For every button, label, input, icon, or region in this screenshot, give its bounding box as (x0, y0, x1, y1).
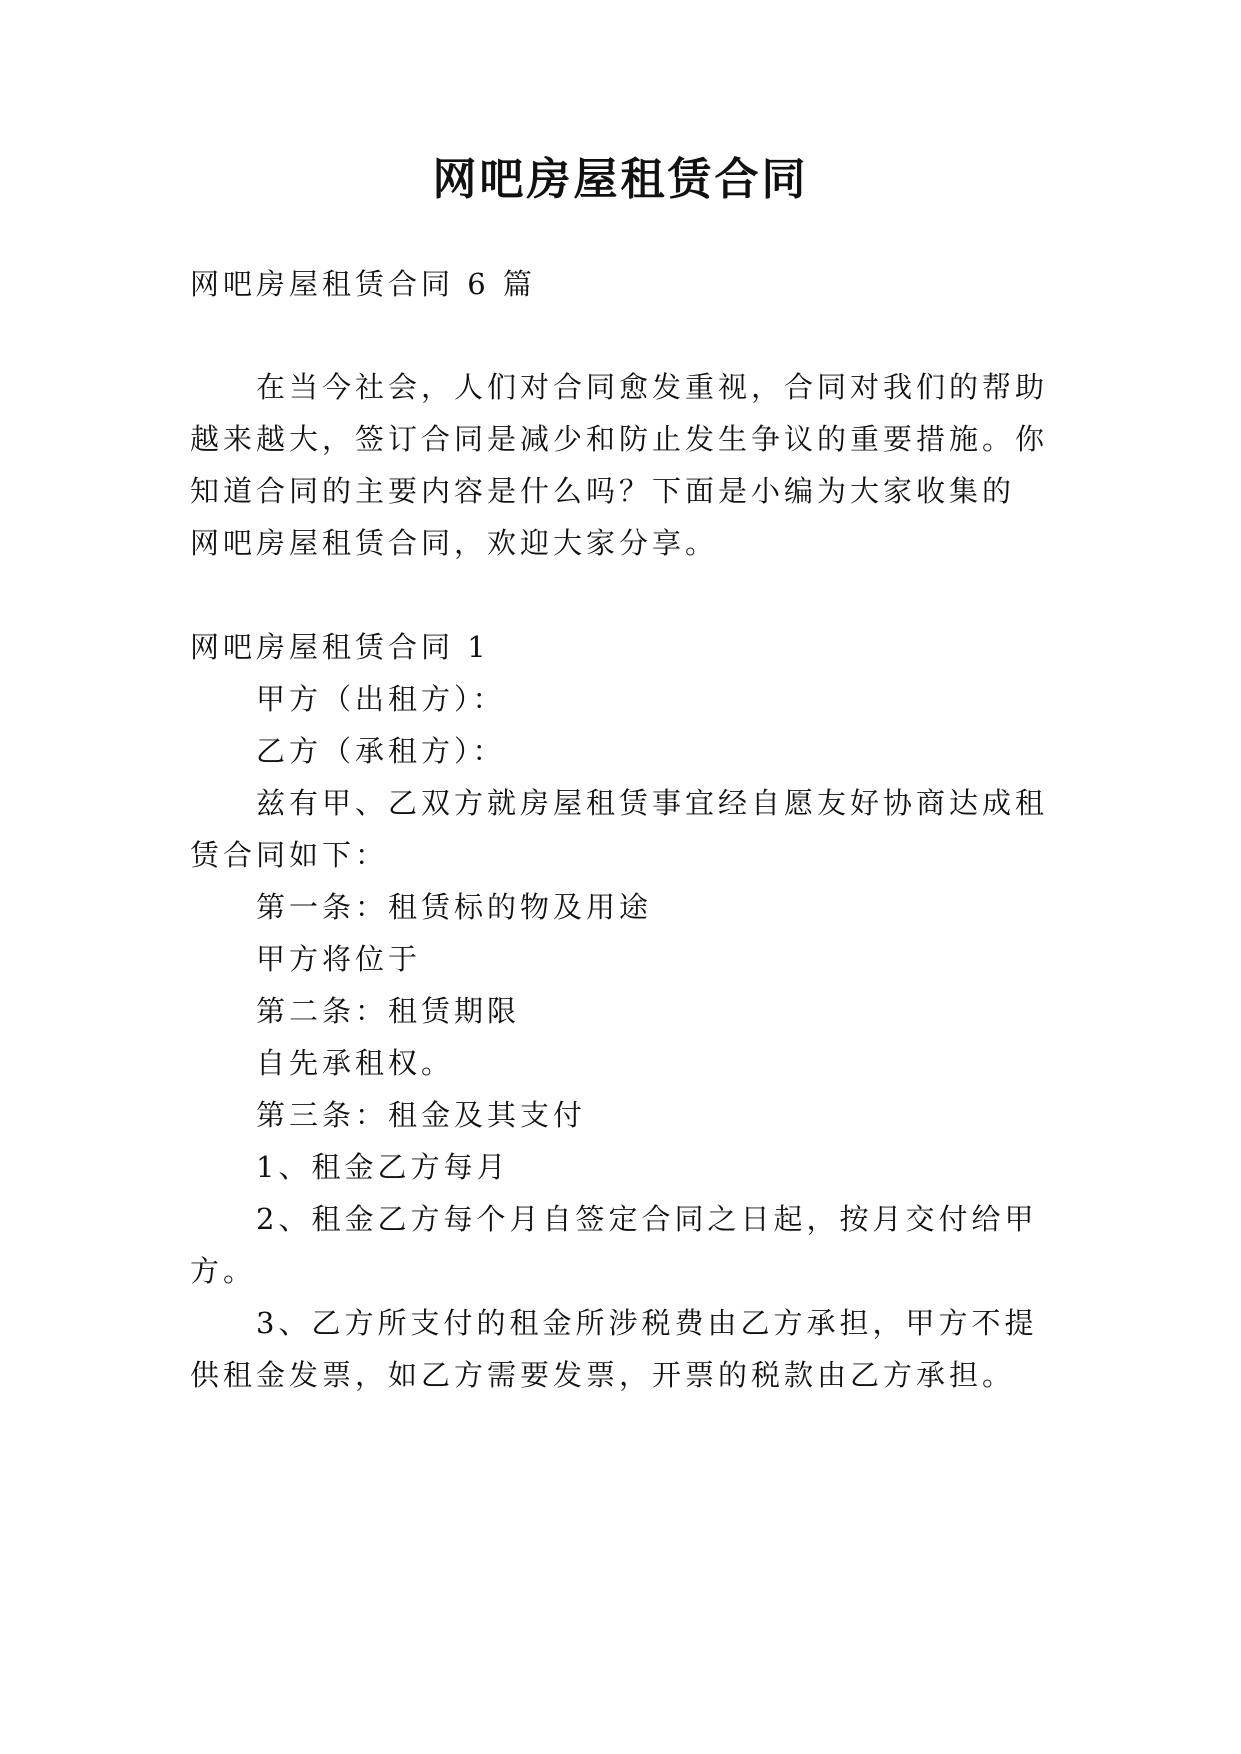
intro-line-2: 越来越大，签订合同是减少和防止发生争议的重要措施。你 (190, 422, 1049, 456)
intro-line-1: 在当今社会，人们对合同愈发重视，合同对我们的帮助 (256, 370, 1049, 404)
article-3-item-3-line-2: 供租金发票，如乙方需要发票，开票的税款由乙方承担。 (190, 1358, 1016, 1392)
article-2-title: 第二条：租赁期限 (256, 994, 521, 1028)
article-1-text: 甲方将位于 (256, 942, 422, 976)
article-3-item-2-line-1: 2、租金乙方每个月自签定合同之日起，按月交付给甲 (256, 1202, 1038, 1236)
document-subtitle: 网吧房屋租赁合同 6 篇 (190, 267, 536, 301)
preamble-line-1: 兹有甲、乙双方就房屋租赁事宜经自愿友好协商达成租 (256, 786, 1049, 820)
article-3-title: 第三条：租金及其支付 (256, 1098, 587, 1132)
article-3-item-2-line-2: 方。 (190, 1254, 257, 1288)
document-title: 网吧房屋租赁合同 (432, 154, 809, 205)
party-a-label: 甲方（出租方）： (256, 682, 506, 716)
party-b-label: 乙方（承租方）： (256, 734, 506, 768)
article-2-text: 自先承租权。 (256, 1046, 455, 1080)
preamble-line-2: 赁合同如下： (190, 838, 389, 872)
intro-line-3: 知道合同的主要内容是什么吗？下面是小编为大家收集的 (190, 474, 1016, 508)
contract-heading: 网吧房屋租赁合同 1 (190, 630, 490, 664)
article-1-title: 第一条：租赁标的物及用途 (256, 890, 653, 924)
article-3-item-1: 1、租金乙方每月 (256, 1150, 510, 1184)
intro-line-4: 网吧房屋租赁合同，欢迎大家分享。 (190, 526, 719, 560)
article-3-item-3-line-1: 3、乙方所支付的租金所涉税费由乙方承担，甲方不提 (256, 1306, 1038, 1340)
